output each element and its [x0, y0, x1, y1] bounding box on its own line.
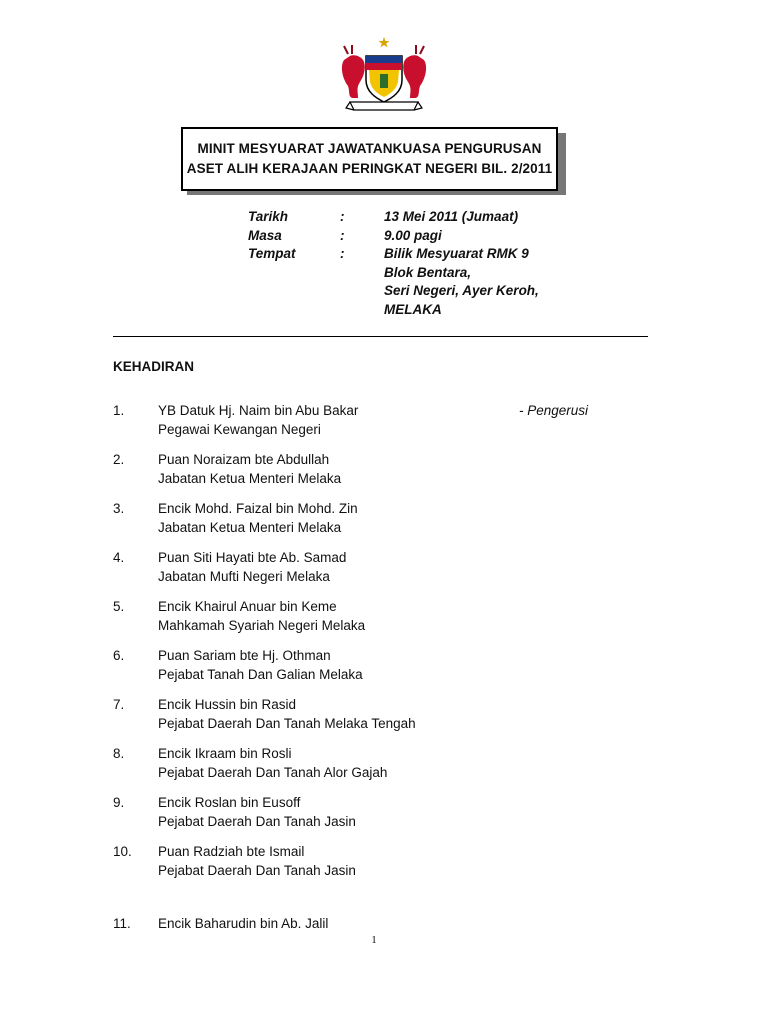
document-title	[181, 127, 558, 191]
place-row	[248, 245, 584, 264]
attendee-name: Encik Mohd. Faizal bin Mohd. Zin	[158, 501, 358, 516]
attendee-number: 8.	[113, 746, 125, 761]
attendee-department: Pejabat Tanah Dan Galian Melaka	[158, 667, 363, 682]
attendee-number: 2.	[113, 452, 125, 467]
place-line-4: MELAKA	[384, 301, 442, 317]
state-crest-logo	[336, 36, 432, 114]
title-line-2: ASET ALIH KERAJAAN PERINGKAT NEGERI BIL. 2/2011	[186, 161, 553, 176]
attendee-department: Jabatan Ketua Menteri Melaka	[158, 520, 342, 535]
attendee-department: Pejabat Daerah Dan Tanah Alor Gajah	[158, 765, 388, 780]
attendance-heading: KEHADIRAN	[113, 359, 194, 374]
attendee-number: 6.	[113, 648, 125, 663]
place-line-1: Bilik Mesyuarat RMK 9	[384, 246, 529, 261]
attendee-department: Jabatan Ketua Menteri Melaka	[158, 471, 342, 486]
place-row-4	[248, 301, 584, 320]
attendee-department: Mahkamah Syariah Negeri Melaka	[158, 618, 366, 633]
attendee-number: 10.	[113, 844, 132, 859]
attendee-number: 1.	[113, 403, 125, 418]
place-row-3	[248, 282, 584, 301]
attendee-department: Jabatan Mufti Negeri Melaka	[158, 569, 330, 584]
attendee-name: YB Datuk Hj. Naim bin Abu Bakar	[158, 403, 359, 418]
attendee-name: Puan Radziah bte Ismail	[158, 844, 305, 859]
attendee-number: 9.	[113, 795, 125, 810]
attendee-name: Encik Ikraam bin Rosli	[158, 746, 292, 761]
meeting-details	[248, 208, 584, 319]
attendee-number: 11.	[113, 916, 131, 931]
attendee-name: Puan Siti Hayati bte Ab. Samad	[158, 550, 347, 565]
attendee-department: Pejabat Daerah Dan Tanah Melaka Tengah	[158, 716, 416, 731]
page-number: 1	[371, 934, 377, 946]
attendee-number: 7.	[113, 697, 125, 712]
attendee-name: Encik Khairul Anuar bin Keme	[158, 599, 337, 614]
attendee-name: Encik Hussin bin Rasid	[158, 697, 297, 712]
attendee-name: Puan Sariam bte Hj. Othman	[158, 648, 331, 663]
time-row	[248, 227, 584, 246]
attendee-department: Pegawai Kewangan Negeri	[158, 422, 321, 437]
place-row-2	[248, 264, 584, 283]
attendee-department: Pejabat Daerah Dan Tanah Jasin	[158, 863, 356, 878]
time-label: Masa	[248, 227, 282, 243]
attendee-name: Puan Noraizam bte Abdullah	[158, 452, 330, 467]
place-label: Tempat	[248, 246, 296, 261]
attendee-name: Encik Roslan bin Eusoff	[158, 795, 301, 810]
attendee-role: - Pengerusi	[519, 403, 589, 418]
date-value: 13 Mei 2011 (Jumaat)	[384, 209, 519, 224]
place-colon: :	[340, 246, 345, 261]
attendee-name: Encik Baharudin bin Ab. Jalil	[158, 916, 329, 931]
attendee-number: 4.	[113, 550, 125, 565]
date-colon: :	[340, 209, 345, 224]
place-line-3: Seri Negeri, Ayer Keroh,	[384, 283, 539, 298]
title-line-1: MINIT MESYUARAT JAWATANKUASA PENGURUSAN	[197, 141, 542, 156]
place-line-2: Blok Bentara,	[384, 264, 472, 280]
date-row	[248, 208, 584, 227]
time-value: 9.00 pagi	[384, 227, 442, 243]
attendee-department: Pejabat Daerah Dan Tanah Jasin	[158, 814, 356, 829]
attendee-number: 5.	[113, 599, 125, 614]
time-colon: :	[340, 227, 345, 243]
attendee-number: 3.	[113, 501, 125, 516]
separator-line	[113, 336, 648, 337]
date-label: Tarikh	[248, 209, 289, 224]
